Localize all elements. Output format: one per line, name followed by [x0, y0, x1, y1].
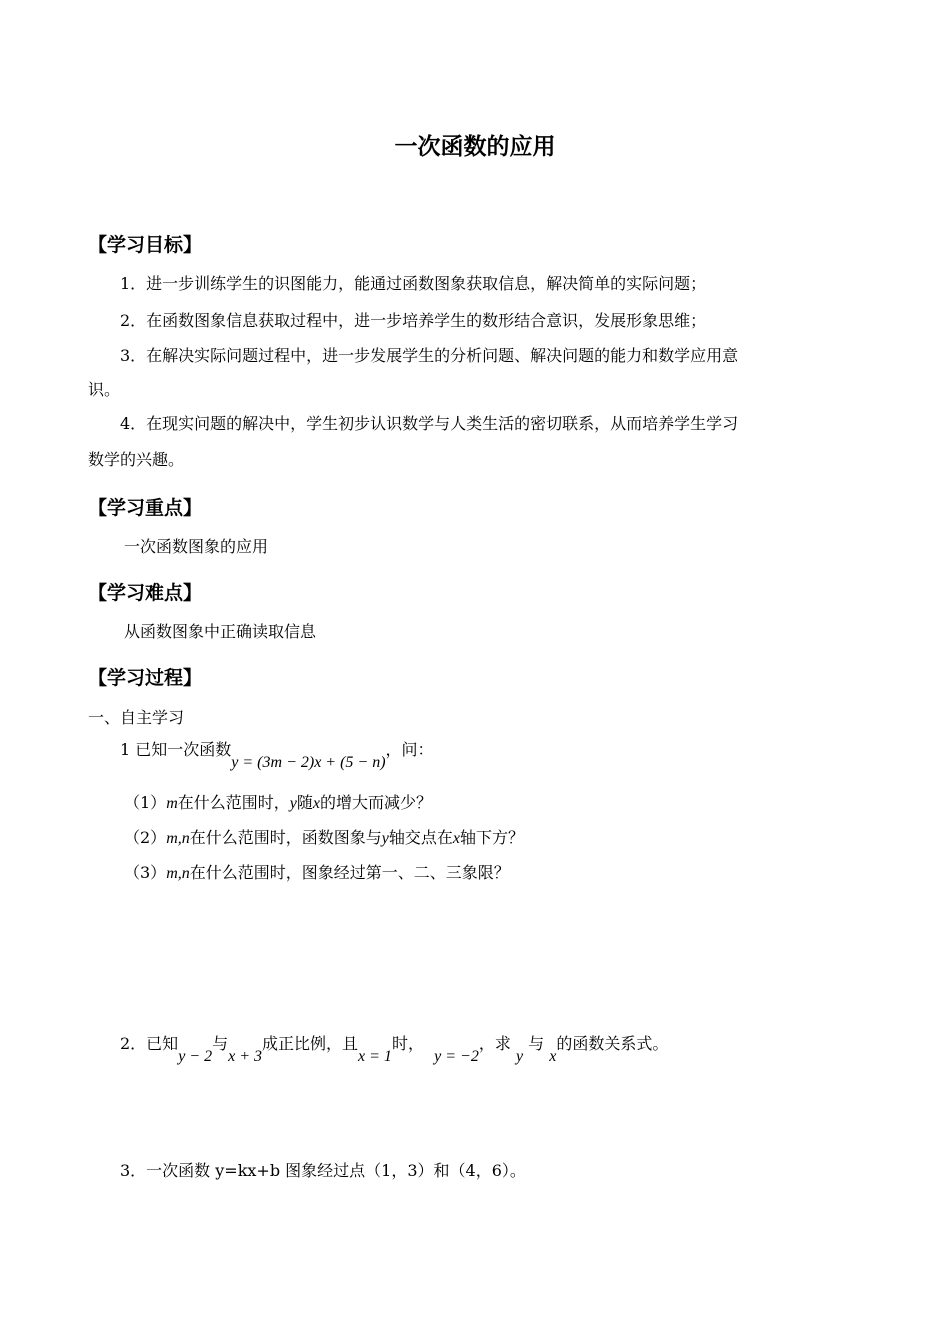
- sub1-text-3: 的增大而减少？: [320, 793, 433, 812]
- question-2: [120, 1028, 669, 1065]
- q2-text-6: 与: [528, 1034, 545, 1053]
- sub1-var-x: x: [312, 795, 320, 812]
- goal-item-3-cont: 识。: [88, 380, 121, 399]
- sub1-var-y: y: [289, 795, 297, 812]
- q2-text-2: 与: [212, 1034, 229, 1053]
- section-self-study: 一、自主学习: [88, 708, 185, 727]
- q2-var-y: y: [515, 1048, 524, 1065]
- q2-text-7: 的函数关系式。: [556, 1034, 669, 1053]
- process-heading: 【学习过程】: [88, 667, 203, 689]
- q2-text-5: ，求: [478, 1034, 511, 1053]
- goal-item-4-cont: 数学的兴趣。: [88, 450, 185, 469]
- sub1-text-2: 随: [296, 793, 313, 812]
- goals-heading: 【学习目标】: [88, 234, 203, 256]
- q2-var-x: x: [549, 1048, 557, 1065]
- key-points-text: 一次函数图象的应用: [124, 537, 269, 556]
- q2-text-3: 成正比例，且: [262, 1034, 359, 1053]
- sub1-var-m: m: [166, 795, 178, 812]
- sub2-var-y: y: [381, 830, 389, 847]
- sub2-var-mn: m,n: [166, 830, 190, 847]
- q1-intro: 1 已知一次函数: [120, 740, 232, 759]
- sub2-var-x: x: [452, 830, 460, 847]
- q2-expr-y-eq-neg2: y = −2: [434, 1048, 479, 1065]
- goal-item-3: 3．在解决实际问题过程中，进一步发展学生的分析问题、解决问题的能力和数学应用意: [120, 346, 739, 365]
- question-1: [120, 734, 434, 771]
- q1-formula: y = (3m − 2)x + (5 − n): [231, 754, 386, 771]
- difficulties-heading: 【学习难点】: [88, 582, 203, 604]
- sub2-text-2: 轴交点在: [388, 828, 453, 847]
- sub2-text-1: 在什么范围时，函数图象与: [189, 828, 382, 847]
- difficulties-text: 从函数图象中正确读取信息: [124, 622, 317, 641]
- q2-text-4: 时，: [391, 1034, 424, 1053]
- sub2-num: （2）: [124, 828, 167, 847]
- sub1-text-1: 在什么范围时，: [177, 793, 290, 812]
- goal-item-1: 1．进一步训练学生的识图能力，能通过函数图象获取信息，解决简单的实际问题；: [120, 274, 707, 293]
- goal-item-2: 2．在函数图象信息获取过程中，进一步培养学生的数形结合意识，发展形象思维；: [120, 311, 707, 330]
- sub3-text-1: 在什么范围时，图象经过第一、二、三象限？: [189, 863, 510, 882]
- sub3-var-mn: m,n: [166, 865, 190, 882]
- question-1-sub-1: [124, 787, 432, 820]
- q2-expr-x-eq-1: x = 1: [358, 1048, 392, 1065]
- sub3-num: （3）: [124, 863, 167, 882]
- question-1-sub-2: [124, 822, 524, 855]
- question-3: 3．一次函数 y=kx+b 图象经过点（1，3）和（4，6）。: [120, 1161, 526, 1180]
- q2-expr-x-plus-3: x + 3: [228, 1048, 263, 1065]
- page-title: 一次函数的应用: [394, 133, 556, 160]
- question-1-sub-3: [124, 857, 510, 890]
- sub2-text-3: 轴下方？: [460, 828, 525, 847]
- sub1-num: （1）: [124, 793, 167, 812]
- goal-item-4: 4．在现实问题的解决中，学生初步认识数学与人类生活的密切联系，从而培养学生学习: [120, 414, 739, 433]
- q1-tail: ，问：: [385, 740, 434, 759]
- key-points-heading: 【学习重点】: [88, 497, 203, 519]
- q2-expr-y-minus-2: y − 2: [178, 1048, 213, 1065]
- q2-text-1: 2．已知: [120, 1034, 179, 1053]
